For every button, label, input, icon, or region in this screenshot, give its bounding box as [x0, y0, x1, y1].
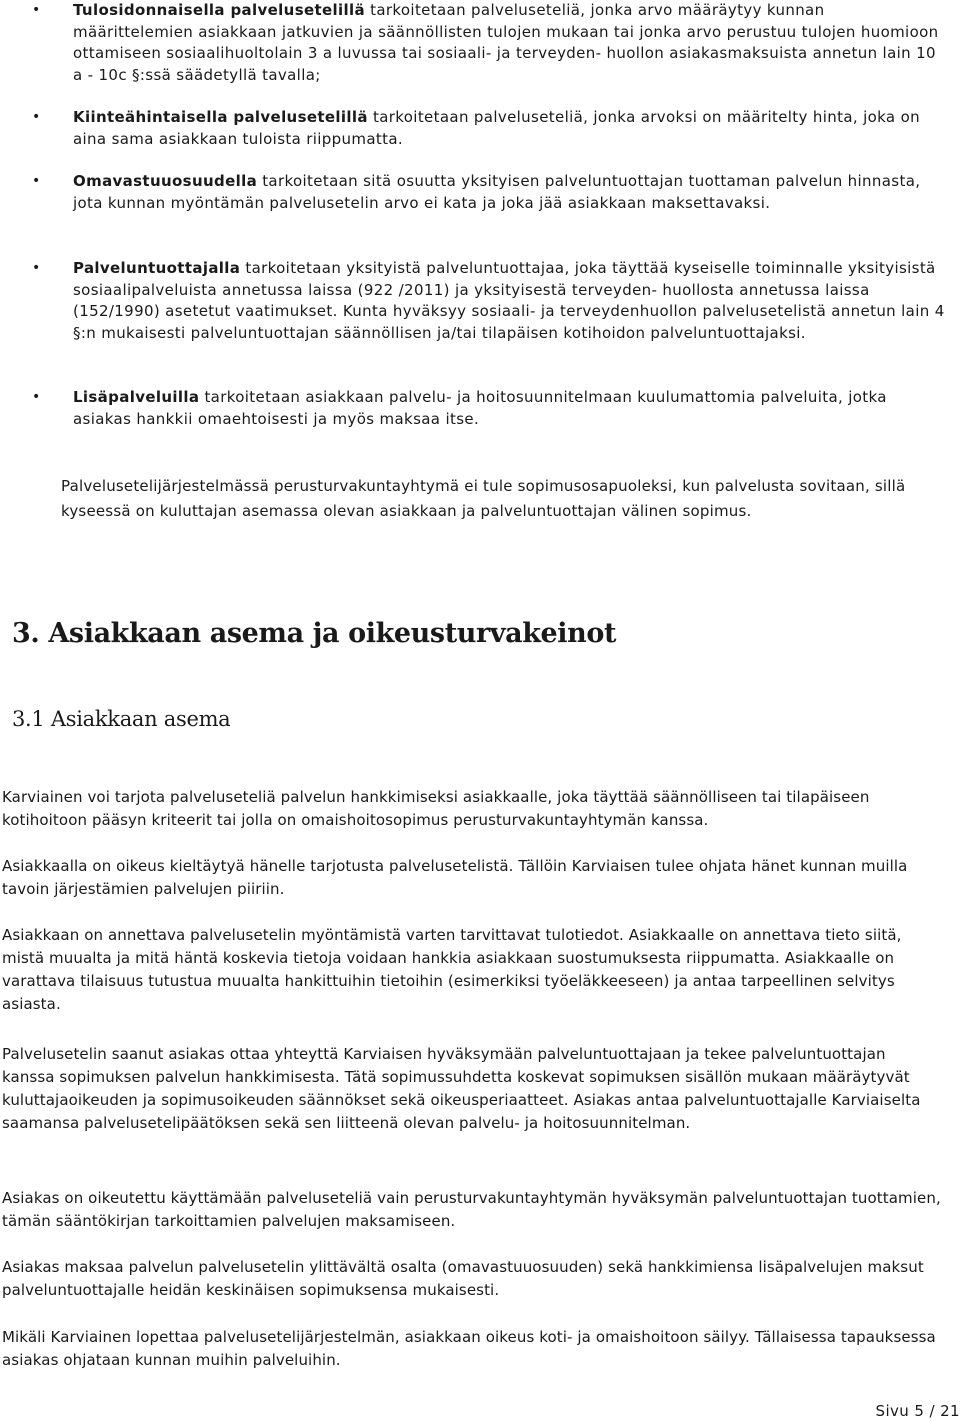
- bullet-icon: •: [32, 260, 41, 276]
- intro-paragraph: Palvelusetelijärjestelmässä perusturvakuntayhtymä ei tule sopimusosapuoleksi, kun palvelusta sovitaan, sillä kyseessä on kuluttajan asemassa olevan asiakkaan ja palveluntuottajan välinen sopimus.: [61, 477, 906, 520]
- definition-term: Lisäpalveluilla: [73, 388, 200, 406]
- bullet-icon: •: [32, 173, 41, 189]
- definition-body: tarkoitetaan yksityistä palveluntuottajaa, joka täyttää kyseiselle toiminnalle yksityisistä sosiaalipalveluista annetussa laissa (922 /2011) ja yksityisestä terveyden- huollosta annetussa laissa (152/1990) asetetut vaatimukset. Kunta hyväksyy sosiaali- ja terveydenhuollon palvelusetelistä annetun lain 4 §:n mukaisesti palveluntuottajan säännöllisen ja/tai tilapäisen kotihoidon palveluntuottajaksi.: [73, 259, 945, 343]
- body-paragraph: Asiakas maksaa palvelun palvelusetelin ylittävältä osalta (omavastuuosuuden) sekä hankkimiensa lisäpalvelujen maksut palveluntuottajalle heidän keskinäisen sopimuksensa mukaisesti.: [2, 1258, 924, 1299]
- body-paragraph: Palvelusetelin saanut asiakas ottaa yhteyttä Karviaisen hyväksymään palveluntuottajaan ja tekee palveluntuottajan kanssa sopimuksen palvelun hankkimisesta. Tätä sopimussuhdetta koskevat sopimuksen sisällön mukaan määräytyvät kuluttajaoikeuden ja sopimusoikeuden säännökset sekä oikeusperiaatteet. Asiakas antaa palveluntuottajalle Karviaiselta saamansa palvelusetelipäätöksen sekä sen liitteenä olevan palvelu- ja hoitosuunnitelman.: [2, 1045, 921, 1132]
- definition-term: Tulosidonnaisella palvelusetelillä: [73, 1, 365, 19]
- bullet-icon: •: [32, 109, 41, 125]
- bullet-icon: •: [32, 389, 41, 405]
- definition-body: tarkoitetaan sitä osuutta yksityisen palveluntuottajan tuottaman palvelun hinnasta, jota kunnan myöntämän palvelusetelin arvo ei kata ja joka jää asiakkaan maksettavaksi.: [73, 172, 921, 212]
- body-paragraph: Asiakas on oikeutettu käyttämään palveluseteliä vain perusturvakuntayhtymän hyväksymän palveluntuottajan tuottamien, tämän sääntökirjan tarkoittamien palvelujen maksamiseen.: [2, 1189, 941, 1230]
- definition-text: [73, 387, 948, 430]
- definition-term: Omavastuuosuudella: [73, 172, 258, 190]
- definition-body: tarkoitetaan palveluseteliä, jonka arvo määräytyy kunnan määrittelemien asiakkaan jatkuvien ja säännöllisten tulojen mukaan tai jonka arvo perustuu tulojen huomioon ottamiseen sosiaalihuoltolain 3 a luvussa tai sosiaali- ja terveyden- huollon asiakasmaksuista annetun lain 10 a - 10c §:ssä säädetyllä tavalla;: [73, 1, 939, 85]
- definition-term: Kiinteähintaisella palvelusetelillä: [73, 108, 368, 126]
- page-number: Sivu 5 / 21: [875, 1402, 960, 1420]
- section-heading: 3. Asiakkaan asema ja oikeusturvakeinot: [12, 618, 617, 649]
- definition-text: [73, 258, 948, 345]
- body-paragraph: Asiakkaalla on oikeus kieltäytyä hänelle tarjotusta palvelusetelistä. Tällöin Karviaisen tulee ohjata hänet kunnan muilla tavoin järjestämien palvelujen piiriin.: [2, 857, 908, 898]
- definition-term: Palveluntuottajalla: [73, 259, 241, 277]
- body-paragraph: Asiakkaan on annettava palvelusetelin myöntämistä varten tarvittavat tulotiedot. Asiakkaalle on annettava tieto siitä, mistä muualta ja mitä häntä koskevia tietoja voidaan hankkia asiakkaan suostumuksesta riippumatta. Asiakkaalle on varattava tilaisuus tutustua muualta hankittuihin tietoihin (esimerkiksi työeläkkeeseen) ja antaa tarpeellinen selvitys asiasta.: [2, 926, 902, 1013]
- definition-text: [73, 0, 948, 87]
- body-paragraph: Karviainen voi tarjota palveluseteliä palvelun hankkimiseksi asiakkaalle, joka täyttää säännölliseen tai tilapäiseen kotihoitoon pääsyn kriteerit tai jolla on omaishoitosopimus perusturvakuntayhtymän kanssa.: [2, 788, 870, 829]
- definition-text: [73, 171, 948, 214]
- definition-text: [73, 107, 948, 150]
- definition-body: tarkoitetaan palveluseteliä, jonka arvoksi on määritelty hinta, joka on aina sama asiakkaan tuloista riippumatta.: [73, 108, 920, 148]
- bullet-icon: •: [32, 2, 41, 18]
- subsection-heading: 3.1 Asiakkaan asema: [12, 707, 231, 731]
- body-paragraph: Mikäli Karviainen lopettaa palvelusetelijärjestelmän, asiakkaan oikeus koti- ja omaishoitoon säilyy. Tällaisessa tapauksessa asiakas ohjataan kunnan muihin palveluihin.: [2, 1328, 936, 1369]
- definition-body: tarkoitetaan asiakkaan palvelu- ja hoitosuunnitelmaan kuulumattomia palveluita, jotka asiakas hankkii omaehtoisesti ja myös maksaa itse.: [73, 388, 887, 428]
